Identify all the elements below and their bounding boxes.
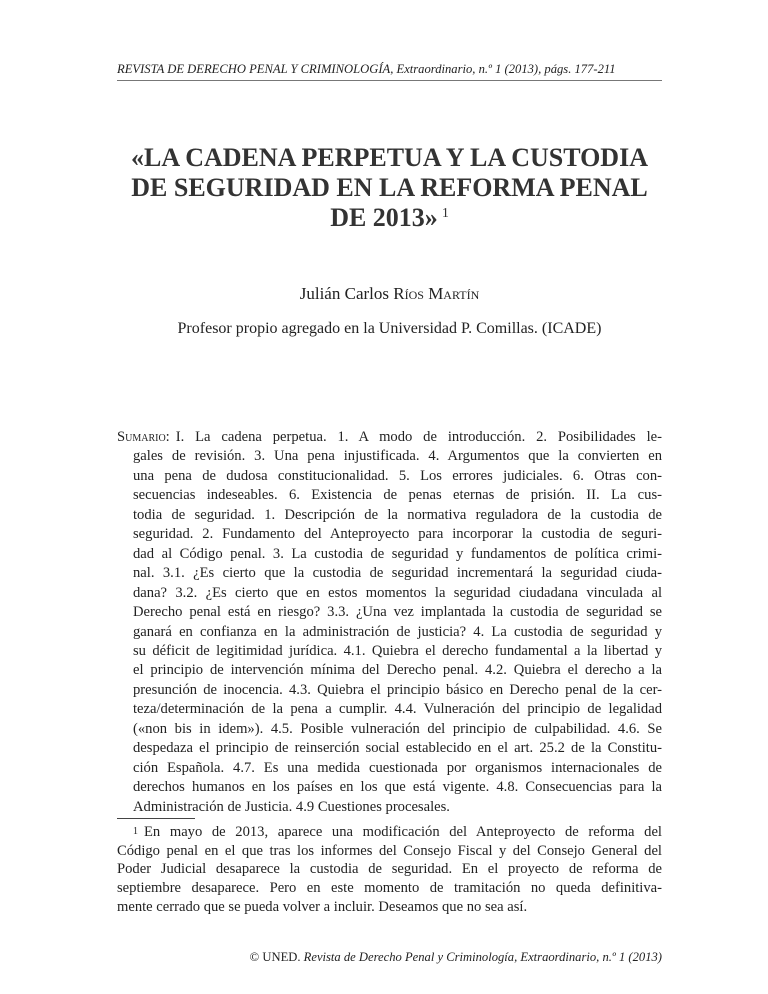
title-line-text: DE 2013» <box>330 203 438 232</box>
summary-line <box>117 584 662 603</box>
summary-line-text: ganará en confianza en la administración de justicia? 4. La custodia de seguridad y <box>133 623 662 640</box>
footnote-line <box>117 842 662 861</box>
summary-line-text: derechos humanos en los países en los que está vigente. 4.8. Consecuencias para la <box>133 779 662 796</box>
author-given-name: Julián Carlos <box>299 284 389 303</box>
footnote-line-text: mente cerrado que se pueda volver a incluir. Deseamos que no sea así. <box>117 898 528 915</box>
page-footer <box>117 950 662 965</box>
summary-line <box>117 428 662 447</box>
summary-line <box>117 739 662 758</box>
summary-line-text: secuencias indeseables. 6. Existencia de penas eternas de prisión. II. La cus- <box>133 487 662 504</box>
footnote-line-text: Código penal en el que tras los informes del Consejo Fiscal y del Consejo General del <box>117 842 662 859</box>
footnote-line <box>117 860 662 879</box>
summary-line <box>117 623 662 642</box>
summary-line <box>117 525 662 544</box>
author-affiliation: Profesor propio agregado en la Universidad P. Comillas. (ICADE) <box>177 320 602 337</box>
summary-line <box>117 681 662 700</box>
summary-line-text: dad al Código penal. 3. La custodia de seguridad y fundamentos de política crimi- <box>133 545 662 562</box>
summary-line <box>117 642 662 661</box>
summary-line <box>117 467 662 486</box>
summary-line-text: Administración de Justicia. 4.9 Cuestiones procesales. <box>133 798 450 815</box>
summary-line <box>117 545 662 564</box>
footnote-line-text: Poder Judicial desaparece la custodia de seguridad. En el proyecto de reforma de <box>117 861 662 878</box>
article-title <box>117 143 662 233</box>
footnote-rule <box>117 818 195 819</box>
author-surname-1: Ríos <box>393 284 424 303</box>
summary-line <box>117 447 662 466</box>
title-line: DE SEGURIDAD EN LA REFORMA PENAL <box>131 173 648 202</box>
summary-line-text: su déficit de legitimidad jurídica. 4.1. Quiebra el derecho fundamental a la libertad y <box>133 642 662 659</box>
title-line <box>117 203 662 233</box>
summary-line-text: («non bis in idem»). 4.5. Posible vulneración del principio de culpabilidad. 4.6. Se <box>133 720 662 737</box>
summary-line <box>117 603 662 622</box>
summary-line-text: seguridad. 2. Fundamento del Anteproyecto para incorporar la custodia de seguri- <box>133 526 662 543</box>
author-surname-2: Martín <box>428 284 480 303</box>
running-header: REVISTA DE DERECHO PENAL Y CRIMINOLOGÍA, Extraordinario, n.º 1 (2013), págs. 177-211 <box>117 62 616 76</box>
summary-line-text: despedaza el principio de reinserción social establecido en el art. 25.2 de la Constitu- <box>133 740 662 757</box>
summary-line <box>117 700 662 719</box>
footnote-line <box>117 823 662 842</box>
summary-label: Sumario: <box>117 429 170 445</box>
footnote-line <box>117 898 662 917</box>
footer-copyright: © UNED. <box>249 950 301 964</box>
footnote-line-text: septiembre desaparece. Pero en este momento de tramitación no queda definitiva- <box>117 880 662 897</box>
footnote-line-text: En mayo de 2013, aparece una modificación del Anteproyecto de reforma del <box>144 824 662 840</box>
footnote <box>117 823 662 917</box>
footnote-mark: 1 <box>133 826 138 837</box>
header-rule <box>117 80 662 81</box>
footnote-reference[interactable]: 1 <box>441 206 449 221</box>
summary-line-text: presunción de inocencia. 4.3. Quiebra el principio básico en Derecho penal de la cer- <box>133 681 662 698</box>
summary-line-text: Derecho penal está en riesgo? 3.3. ¿Una vez implantada la custodia de seguridad se <box>133 604 662 621</box>
title-line: «LA CADENA PERPETUA Y LA CUSTODIA <box>131 143 648 172</box>
summary-line <box>117 720 662 739</box>
summary-line <box>117 661 662 680</box>
footer-journal: Revista de Derecho Penal y Criminología, Extraordinario, n.º 1 (2013) <box>303 950 662 964</box>
author-name <box>117 284 662 304</box>
summary-line <box>117 506 662 525</box>
summary-line <box>117 564 662 583</box>
summary <box>117 428 662 817</box>
footnote-line <box>117 879 662 898</box>
summary-line-text: dana? 3.2. ¿Es cierto que en estos momentos la seguridad ciudadana vinculada al <box>133 584 662 601</box>
summary-line-text: ción Española. 4.7. Es una medida cuestionada por organismos internacionales de <box>133 759 662 776</box>
summary-line-text: una pena de dudosa constitucionalidad. 5. Los errores judiciales. 6. Otras con- <box>133 467 662 484</box>
summary-line <box>117 486 662 505</box>
summary-line <box>117 798 662 817</box>
summary-line-text: todia de seguridad. 1. Descripción de la normativa reguladora de la custodia de <box>133 506 662 523</box>
summary-line-text: nal. 3.1. ¿Es cierto que la custodia de seguridad incrementará la seguridad ciuda- <box>133 565 662 582</box>
summary-line-text: gales de revisión. 3. Una pena injustificada. 4. Argumentos que la convierten en <box>133 448 662 465</box>
summary-line <box>117 759 662 778</box>
summary-line-text: teza/determinación de la pena a cumplir. 4.4. Vulneración del principio de legalidad <box>133 701 662 718</box>
summary-line <box>117 778 662 797</box>
summary-line-text: el principio de intervención mínima del Derecho penal. 4.2. Quiebra el derecho a la <box>133 662 662 679</box>
summary-line-text: I. La cadena perpetua. 1. A modo de introducción. 2. Posibilidades le- <box>175 429 662 445</box>
